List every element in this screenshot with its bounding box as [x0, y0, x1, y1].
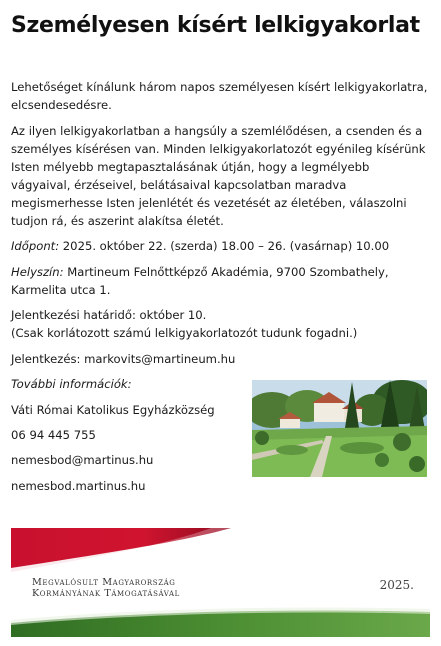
deadline-line: Jelentkezési határidő: október 10.	[11, 308, 207, 322]
banner-year: 2025.	[379, 578, 414, 592]
support-line-1: Megvalósult Magyarország	[32, 577, 176, 588]
place-label: Helyszín:	[11, 265, 64, 279]
limit-note: (Csak korlátozott számú lelkigyakorlatozót tudunk fogadni.)	[11, 326, 358, 340]
website-link[interactable]: nemesbod.martinus.hu	[11, 479, 146, 493]
time-label: Időpont:	[11, 239, 60, 253]
phone-number[interactable]: 06 94 445 755	[11, 428, 96, 442]
organization-name: Váti Római Katolikus Egyházközség	[11, 403, 215, 417]
place-value: Martineum Felnőttképző Akadémia, 9700 Szombathely, Karmelita utca 1.	[11, 265, 389, 297]
time-line	[11, 237, 431, 255]
intro-paragraph: Lehetőséget kínálunk három napos személyesen kísért lelkigyakorlatra, elcsendesedésre.	[11, 80, 428, 112]
registration-line[interactable]: Jelentkezés: markovits@martineum.hu	[11, 352, 236, 366]
place-line	[11, 263, 431, 299]
garden-photo	[252, 380, 427, 477]
government-support-banner	[11, 528, 430, 637]
page-title: Személyesen kísért lelkigyakorlat	[11, 13, 420, 38]
email-link[interactable]: nemesbod@martinus.hu	[11, 453, 154, 467]
support-line-2: Kormányának Támogatásával	[32, 588, 180, 599]
more-info-label: További információk:	[11, 377, 132, 391]
time-value: 2025. október 22. (szerda) 18.00 – 26. (vasárnap) 10.00	[59, 239, 390, 253]
garden-photo-image	[252, 380, 427, 477]
description-paragraph: Az ilyen lelkigyakorlatban a hangsúly a szemlélődésen, a csenden és a személyes kísérésen van. Minden lelkigyakorlatozót egyénileg kísérünk Isten mélyebb megtapasztalásának útján, hogy a legmélyebb vágyaival, érzéseivel, belátásaival kapcsolatban maradva megismerhesse Isten jelenlétét és vezetését az életében, válaszolni tudjon rá, és aszerint alakítsa életét.	[11, 124, 426, 228]
support-statement	[32, 577, 180, 599]
